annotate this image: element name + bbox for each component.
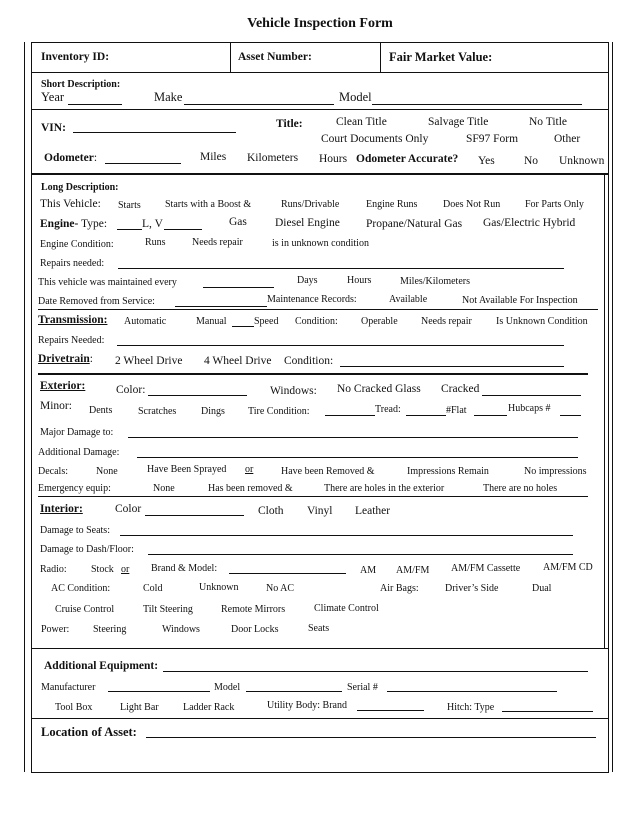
power-steering-option[interactable]: Steering	[93, 624, 127, 635]
make-field[interactable]	[184, 104, 334, 105]
drivetrain-4wd-option[interactable]: 4 Wheel Drive	[204, 355, 272, 367]
tool-box-option[interactable]: Tool Box	[55, 702, 93, 713]
minor-dings-option[interactable]: Dings	[201, 406, 225, 417]
radio-amfm-cd-option[interactable]: AM/FM CD	[543, 562, 593, 573]
radio-amfm-cassette-option[interactable]: AM/FM Cassette	[451, 563, 521, 574]
serial-label: Serial #	[347, 682, 378, 693]
odometer-label	[44, 152, 97, 165]
tread-label: Tread:	[375, 404, 401, 415]
damage-dash-label: Damage to Dash/Floor:	[40, 544, 134, 555]
maintenance-records-label: Maintenance Records:	[267, 294, 357, 305]
date-removed-label: Date Removed from Service:	[38, 296, 155, 307]
fair-market-value-label: Fair Market Value:	[389, 50, 493, 64]
decals-or-text: or	[245, 464, 254, 475]
decals-none-option[interactable]: None	[96, 466, 118, 477]
ac-unknown-option[interactable]: Unknown	[199, 582, 239, 593]
interior-color-label: Color	[115, 503, 142, 515]
damage-seats-label: Damage to Seats:	[40, 525, 110, 536]
header-bottom-line	[31, 72, 608, 73]
exterior-divider	[38, 496, 588, 497]
emergency-removed-option[interactable]: Has been removed &	[208, 483, 293, 494]
interior-label: Interior:	[40, 503, 83, 515]
utility-body-label: Utility Body: Brand	[267, 700, 347, 711]
manufacturer-field[interactable]	[108, 691, 210, 692]
transmission-repairs-label: Repairs Needed:	[38, 335, 105, 346]
short-description-heading: Short Description:	[41, 79, 121, 90]
odometer-miles-option[interactable]: Miles	[200, 151, 227, 163]
radio-or-text: or	[121, 564, 130, 575]
radio-label: Radio:	[40, 564, 67, 575]
equipment-bottom-line	[31, 718, 608, 719]
radio-amfm-option[interactable]: AM/FM	[396, 565, 430, 576]
engine-propane-option[interactable]: Propane/Natural Gas	[366, 218, 463, 230]
minor-label: Minor:	[40, 400, 72, 412]
transmission-condition-label: Condition:	[295, 316, 338, 327]
radio-am-option[interactable]: AM	[360, 565, 377, 576]
tire-condition-label: Tire Condition:	[248, 406, 310, 417]
major-damage-label: Major Damage to:	[40, 427, 114, 438]
make-label: Make	[154, 90, 183, 104]
year-field[interactable]	[68, 104, 122, 105]
drivetrain-colon: :	[89, 353, 93, 365]
emergency-none-option[interactable]: None	[153, 483, 175, 494]
this-vehicle-label: This Vehicle:	[40, 198, 101, 210]
left-double-border	[24, 42, 25, 772]
ac-condition-label: AC Condition:	[51, 583, 111, 594]
records-not-available-option[interactable]: Not Available For Inspection	[462, 295, 578, 306]
odometer-accurate-label: Odometer Accurate?	[356, 153, 459, 165]
maintained-every-field[interactable]	[203, 287, 274, 288]
engine-diesel-option[interactable]: Diesel Engine	[275, 217, 340, 229]
exterior-label: Exterior:	[40, 380, 86, 392]
drivetrain-divider	[38, 373, 588, 375]
upper-section-right-border	[604, 173, 605, 648]
transmission-label: Transmission:	[38, 314, 108, 326]
clean-title-option[interactable]: Clean Title	[336, 116, 387, 128]
header-divider-2	[380, 42, 381, 72]
minor-scratches-option[interactable]: Scratches	[138, 406, 177, 417]
odometer-unknown-option[interactable]: Unknown	[559, 155, 605, 167]
hubcaps-field[interactable]	[560, 415, 581, 416]
odometer-hours-option[interactable]: Hours	[319, 153, 348, 165]
decals-sprayed-option[interactable]: Have Been Sprayed	[147, 464, 227, 475]
header-divider-1	[230, 42, 231, 72]
interior-color-field[interactable]	[145, 515, 244, 516]
exterior-color-field[interactable]	[148, 395, 247, 396]
manufacturer-label: Manufacturer	[41, 682, 96, 693]
air-bags-dual-option[interactable]: Dual	[532, 583, 552, 594]
starts-boost-option[interactable]: Starts with a Boost &	[165, 199, 252, 210]
engine-repairs-needed-field[interactable]	[118, 268, 564, 269]
flat-field[interactable]	[474, 415, 507, 416]
tire-condition-field[interactable]	[325, 415, 375, 416]
starts-option[interactable]: Starts	[118, 200, 141, 211]
page-title: Vehicle Inspection Form	[247, 16, 393, 31]
records-available-option[interactable]: Available	[389, 294, 428, 305]
transmission-needs-repair-option[interactable]: Needs repair	[421, 316, 472, 327]
decals-removed-option[interactable]: Have been Removed &	[281, 466, 375, 477]
transmission-manual-option[interactable]: Manual	[196, 316, 227, 327]
emergency-no-holes-option[interactable]: There are no holes	[483, 483, 558, 494]
engine-runs-cond-option[interactable]: Runs	[145, 237, 166, 248]
emergency-holes-option[interactable]: There are holes in the exterior	[324, 483, 445, 494]
engine-type-label	[40, 218, 107, 231]
long-description-heading: Long Description:	[41, 182, 119, 193]
transmission-speed-label: Speed	[254, 316, 279, 327]
power-label: Power:	[41, 624, 70, 635]
tread-field[interactable]	[406, 415, 446, 416]
engine-label: Engine-	[40, 218, 79, 230]
equipment-model-field[interactable]	[246, 691, 342, 692]
runs-drivable-option[interactable]: Runs/Drivable	[281, 199, 340, 210]
sf97-form-option[interactable]: SF97 Form	[466, 133, 519, 145]
hitch-type-label: Hitch: Type	[447, 702, 495, 713]
transmission-automatic-option[interactable]: Automatic	[124, 316, 167, 327]
power-door-locks-option[interactable]: Door Locks	[231, 624, 279, 635]
drivetrain-2wd-option[interactable]: 2 Wheel Drive	[115, 355, 183, 367]
interior-bottom-line	[31, 648, 608, 649]
exterior-color-label: Color:	[116, 384, 146, 396]
ac-none-option[interactable]: No AC	[266, 583, 295, 594]
decals-impressions-option[interactable]: Impressions Remain	[407, 466, 489, 477]
interior-leather-option[interactable]: Leather	[355, 505, 391, 517]
drivetrain-label	[38, 353, 93, 366]
damage-seats-field[interactable]	[120, 535, 573, 536]
long-desc-divider	[38, 309, 598, 310]
drivetrain-label-text: Drivetrain	[38, 353, 90, 365]
model-field[interactable]	[372, 104, 582, 105]
equipment-model-label: Model	[214, 682, 241, 693]
other-title-option[interactable]: Other	[554, 133, 581, 145]
engine-runs-option[interactable]: Engine Runs	[366, 199, 418, 210]
exterior-windows-label: Windows:	[270, 385, 317, 397]
engine-gas-option[interactable]: Gas	[229, 216, 247, 228]
transmission-operable-option[interactable]: Operable	[361, 316, 398, 327]
parts-only-option[interactable]: For Parts Only	[525, 199, 584, 210]
maint-hours-option[interactable]: Hours	[347, 275, 372, 286]
maint-days-option[interactable]: Days	[297, 275, 318, 286]
engine-unknown-cond-option[interactable]: is in unknown condition	[272, 238, 369, 249]
additional-damage-field[interactable]	[137, 457, 578, 458]
additional-equipment-label: Additional Equipment:	[44, 660, 159, 672]
inventory-id-label: Inventory ID:	[41, 51, 110, 63]
salvage-title-option[interactable]: Salvage Title	[428, 116, 489, 128]
transmission-speed-field[interactable]	[232, 326, 254, 327]
serial-field[interactable]	[387, 691, 557, 692]
no-cracked-glass-option[interactable]: No Cracked Glass	[337, 383, 421, 395]
minor-dents-option[interactable]: Dents	[89, 405, 113, 416]
flat-label: #Flat	[446, 405, 467, 416]
engine-lv-label: L, V	[142, 218, 163, 230]
odometer-colon: :	[93, 152, 98, 164]
engine-displacement-field[interactable]	[164, 229, 202, 230]
odometer-field[interactable]	[105, 163, 181, 164]
light-bar-option[interactable]: Light Bar	[120, 702, 159, 713]
engine-cylinders-field[interactable]	[117, 229, 142, 230]
asset-number-label: Asset Number:	[238, 51, 312, 63]
odometer-label-text: Odometer	[44, 152, 94, 164]
power-windows-option[interactable]: Windows	[162, 624, 200, 635]
odometer-yes-option[interactable]: Yes	[478, 155, 495, 167]
model-label: Model	[339, 90, 372, 104]
no-title-option[interactable]: No Title	[529, 116, 568, 128]
vin-label: VIN:	[41, 122, 66, 134]
right-double-border	[612, 42, 613, 772]
cracked-glass-field[interactable]	[482, 395, 581, 396]
hitch-type-field[interactable]	[502, 711, 593, 712]
drivetrain-condition-field[interactable]	[340, 366, 564, 367]
interior-vinyl-option[interactable]: Vinyl	[307, 505, 333, 517]
maint-miles-km-option[interactable]: Miles/Kilometers	[400, 276, 470, 287]
utility-body-field[interactable]	[357, 710, 424, 711]
title-label: Title:	[276, 118, 303, 130]
climate-control-option[interactable]: Climate Control	[314, 603, 379, 614]
additional-damage-label: Additional Damage:	[38, 447, 120, 458]
remote-mirrors-option[interactable]: Remote Mirrors	[221, 604, 286, 615]
cruise-control-option[interactable]: Cruise Control	[55, 604, 115, 615]
ac-cold-option[interactable]: Cold	[143, 583, 163, 594]
engine-hybrid-option[interactable]: Gas/Electric Hybrid	[483, 217, 576, 229]
transmission-unknown-option[interactable]: Is Unknown Condition	[496, 316, 588, 327]
engine-needs-repair-option[interactable]: Needs repair	[192, 237, 243, 248]
radio-brand-model-label: Brand & Model:	[151, 563, 218, 574]
ladder-rack-option[interactable]: Ladder Rack	[183, 702, 235, 713]
radio-stock-option[interactable]: Stock	[91, 564, 114, 575]
emergency-equip-label: Emergency equip:	[38, 483, 111, 494]
cracked-glass-option[interactable]: Cracked	[441, 383, 480, 395]
vin-field[interactable]	[73, 132, 236, 133]
location-label: Location of Asset:	[41, 725, 137, 739]
interior-cloth-option[interactable]: Cloth	[258, 505, 284, 517]
engine-condition-label: Engine Condition:	[40, 239, 114, 250]
maintained-every-label: This vehicle was maintained every	[38, 277, 177, 288]
radio-brand-model-field[interactable]	[229, 573, 346, 574]
year-label: Year	[41, 90, 65, 104]
decals-no-impressions-option[interactable]: No impressions	[524, 466, 587, 477]
does-not-run-option[interactable]: Does Not Run	[443, 199, 501, 210]
odometer-km-option[interactable]: Kilometers	[247, 152, 299, 164]
air-bags-label: Air Bags:	[380, 583, 419, 594]
tilt-steering-option[interactable]: Tilt Steering	[143, 604, 193, 615]
damage-dash-field[interactable]	[148, 554, 573, 555]
transmission-repairs-field[interactable]	[117, 345, 564, 346]
drivetrain-condition-label: Condition:	[284, 355, 334, 367]
engine-type-text: Type:	[78, 218, 108, 230]
odometer-bottom-line	[31, 173, 608, 175]
additional-equipment-field[interactable]	[163, 671, 588, 672]
short-desc-bottom-line	[31, 109, 608, 110]
air-bags-driver-option[interactable]: Driver’s Side	[445, 583, 499, 594]
decals-label: Decals:	[38, 466, 68, 477]
court-documents-option[interactable]: Court Documents Only	[321, 133, 429, 145]
date-removed-field[interactable]	[175, 306, 267, 307]
power-seats-option[interactable]: Seats	[308, 623, 330, 634]
odometer-no-option[interactable]: No	[524, 155, 539, 167]
location-field[interactable]	[146, 737, 596, 738]
engine-repairs-needed-label: Repairs needed:	[40, 258, 105, 269]
major-damage-field[interactable]	[128, 437, 578, 438]
hubcaps-label: Hubcaps #	[508, 403, 551, 414]
